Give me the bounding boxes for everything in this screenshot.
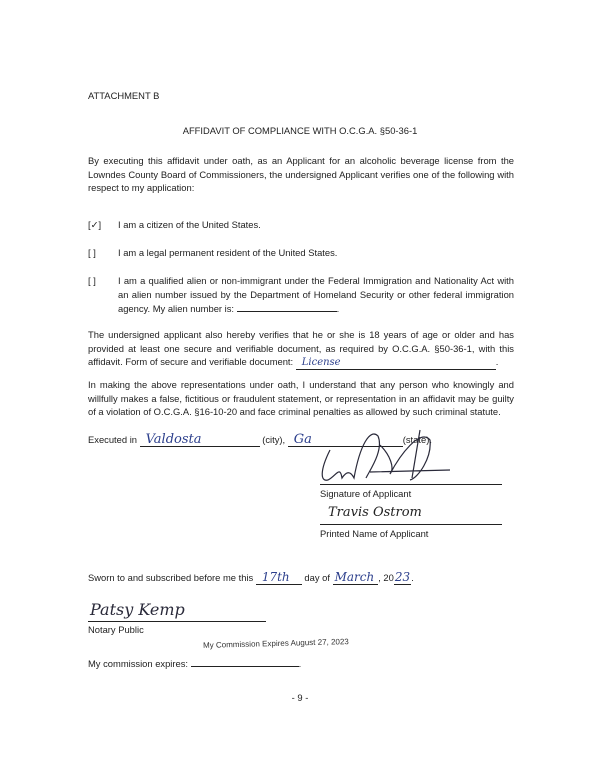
year-prefix: , 20: [378, 572, 394, 583]
printed-name-label: Printed Name of Applicant: [320, 528, 429, 539]
checkbox-checked: [✓]: [88, 219, 102, 230]
document-title: AFFIDAVIT OF COMPLIANCE WITH O.C.G.A. §50-36-1: [182, 125, 418, 136]
executed-label: Executed in: [88, 434, 137, 445]
option-citizen: [88, 218, 514, 232]
notary-line: [88, 621, 266, 622]
state-value: Ga: [293, 432, 312, 447]
commission-line: My commission expires: .: [88, 658, 302, 669]
day-of-label: day of: [304, 572, 330, 583]
commission-label: My commission expires:: [88, 658, 189, 669]
document-form-value: License: [301, 357, 341, 369]
month-value: March: [334, 570, 375, 584]
verify-text: The undersigned applicant also hereby verifies that he or she is 18 years of age or older and has provided at least one secure and verifiable document, as required by O.C.G.A. §50-36-1, with this affidavit. Form of secure and verifiable document:: [88, 329, 514, 368]
option-text: I am a qualified alien or non-immigrant under the Federal Immigration and Nationality Act with an alien number issued by the Department of Homeland Security or other federal immigration agency. My alien number is:: [118, 275, 514, 315]
option-text: I am a citizen of the United States.: [118, 219, 261, 230]
option-text: I am a legal permanent resident of the United States.: [118, 247, 338, 258]
state-label: (state).: [402, 434, 432, 445]
notary-label: Notary Public: [88, 624, 144, 635]
sworn-line: Sworn to and subscribed before me this 17th day of March , 2023.: [88, 570, 414, 584]
year-value: 23: [394, 570, 411, 584]
checkbox: [ ]: [88, 247, 96, 258]
notary-signature: Patsy Kemp: [90, 600, 185, 619]
checkbox: [ ]: [88, 275, 96, 286]
printed-name-line: [320, 524, 502, 525]
page-number: - 9 -: [291, 692, 309, 703]
option-alien: [ ] I am a qualified alien or non-immigrant under the Federal Immigration and Nationality Act with an alien number issued by the Department of Homeland Security or other federal immigration agency. My alien number is: .: [88, 275, 514, 315]
city-label: (city),: [262, 434, 286, 445]
penalty-paragraph: In making the above representations under oath, I understand that any person who knowingly and willfully makes a false, fictitious or fraudulent statement, or representation in an affidavit may be guilty of a violation of O.C.G.A. §16-10-20 and face criminal penalties as allowed by such criminal statute.: [88, 379, 514, 418]
document-form-field: [296, 356, 496, 370]
applicant-signature: [300, 420, 460, 490]
option-resident: [88, 246, 514, 260]
commission-stamp: My Commission Expires August 27, 2023: [202, 637, 349, 650]
city-value: Valdosta: [145, 432, 202, 447]
verify-paragraph: The undersigned applicant also hereby verifies that he or she is 18 years of age or older and has provided at least one secure and verifiable document, as required by O.C.G.A. §50-36-1, with this affidavit. Form of secure and verifiable document: License .: [88, 329, 514, 369]
signature-label: Signature of Applicant: [320, 488, 412, 499]
signature-line: [320, 484, 502, 485]
day-value: 17th: [261, 570, 290, 584]
attachment-label: ATTACHMENT B: [88, 90, 160, 101]
alien-number-blank: [237, 301, 337, 312]
printed-name-value: Travis Ostrom: [328, 505, 422, 520]
intro-paragraph: By executing this affidavit under oath, as an Applicant for an alcoholic beverage license from the Lowndes County Board of Commissioners, the undersigned Applicant verifies one of the following with respect to my application:: [88, 155, 514, 194]
sworn-text: Sworn to and subscribed before me this: [88, 572, 254, 583]
commission-blank: [191, 656, 299, 667]
